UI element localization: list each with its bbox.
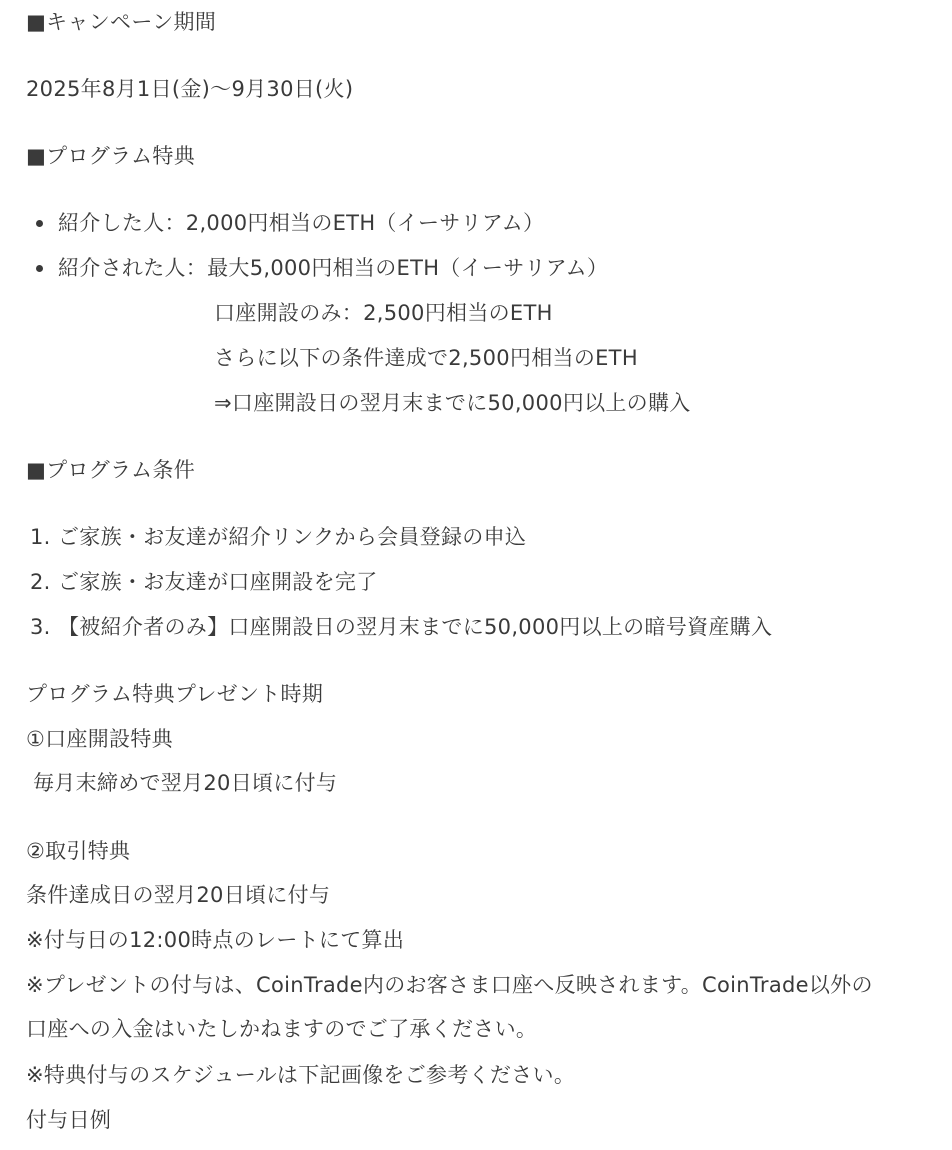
trade-benefit-text: 条件達成日の翌月20日頃に付与 xyxy=(26,883,331,907)
program-conditions-heading: ■プログラム条件 xyxy=(26,458,196,482)
benefit-sub-line-account: 口座開設のみ：2,500円相当のETH xyxy=(214,301,553,325)
condition-item: ご家族・お友達が口座開設を完了 xyxy=(58,570,378,594)
benefit-item-referrer: 紹介した人：2,000円相当のETH（イーサリアム） xyxy=(58,211,545,235)
note-account-line-1: ※プレゼントの付与は、CoinTrade内のお客さま口座へ反映されます。CoinTrade以外の xyxy=(26,973,873,997)
bullet-icon xyxy=(36,265,43,272)
note-schedule: ※特典付与のスケジュールは下記画像をご参考ください。 xyxy=(26,1063,576,1087)
benefit-sub-line-purchase: ⇒口座開設日の翌月末までに50,000円以上の購入 xyxy=(214,391,691,415)
campaign-period-dates: 2025年8月1日(金)〜9月30日(火) xyxy=(26,77,354,101)
campaign-period-heading: ■キャンペーン期間 xyxy=(26,10,217,34)
account-benefit-text: 毎月末締めで翌月20日頃に付与 xyxy=(33,771,338,795)
program-benefits-heading: ■プログラム特典 xyxy=(26,144,196,168)
account-benefit-title: ①口座開設特典 xyxy=(26,727,173,751)
benefit-sub-line-condition: さらに以下の条件達成で2,500円相当のETH xyxy=(214,346,638,370)
note-account-line-2: 口座への入金はいたしかねますのでご了承ください。 xyxy=(26,1017,538,1041)
bullet-icon xyxy=(36,220,43,227)
present-timing-heading: プログラム特典プレゼント時期 xyxy=(26,682,324,706)
condition-number: 3. xyxy=(30,615,51,639)
condition-number: 2. xyxy=(30,570,51,594)
example-label: 付与日例 xyxy=(26,1108,112,1132)
benefit-item-referee: 紹介された人：最大5,000円相当のETH（イーサリアム） xyxy=(58,256,609,280)
condition-item: ご家族・お友達が紹介リンクから会員登録の申込 xyxy=(58,525,527,549)
note-rate: ※付与日の12:00時点のレートにて算出 xyxy=(26,928,405,952)
condition-number: 1. xyxy=(30,525,51,549)
trade-benefit-title: ②取引特典 xyxy=(26,839,131,863)
condition-item: 【被紹介者のみ】口座開設日の翌月末までに50,000円以上の暗号資産購入 xyxy=(58,615,773,639)
